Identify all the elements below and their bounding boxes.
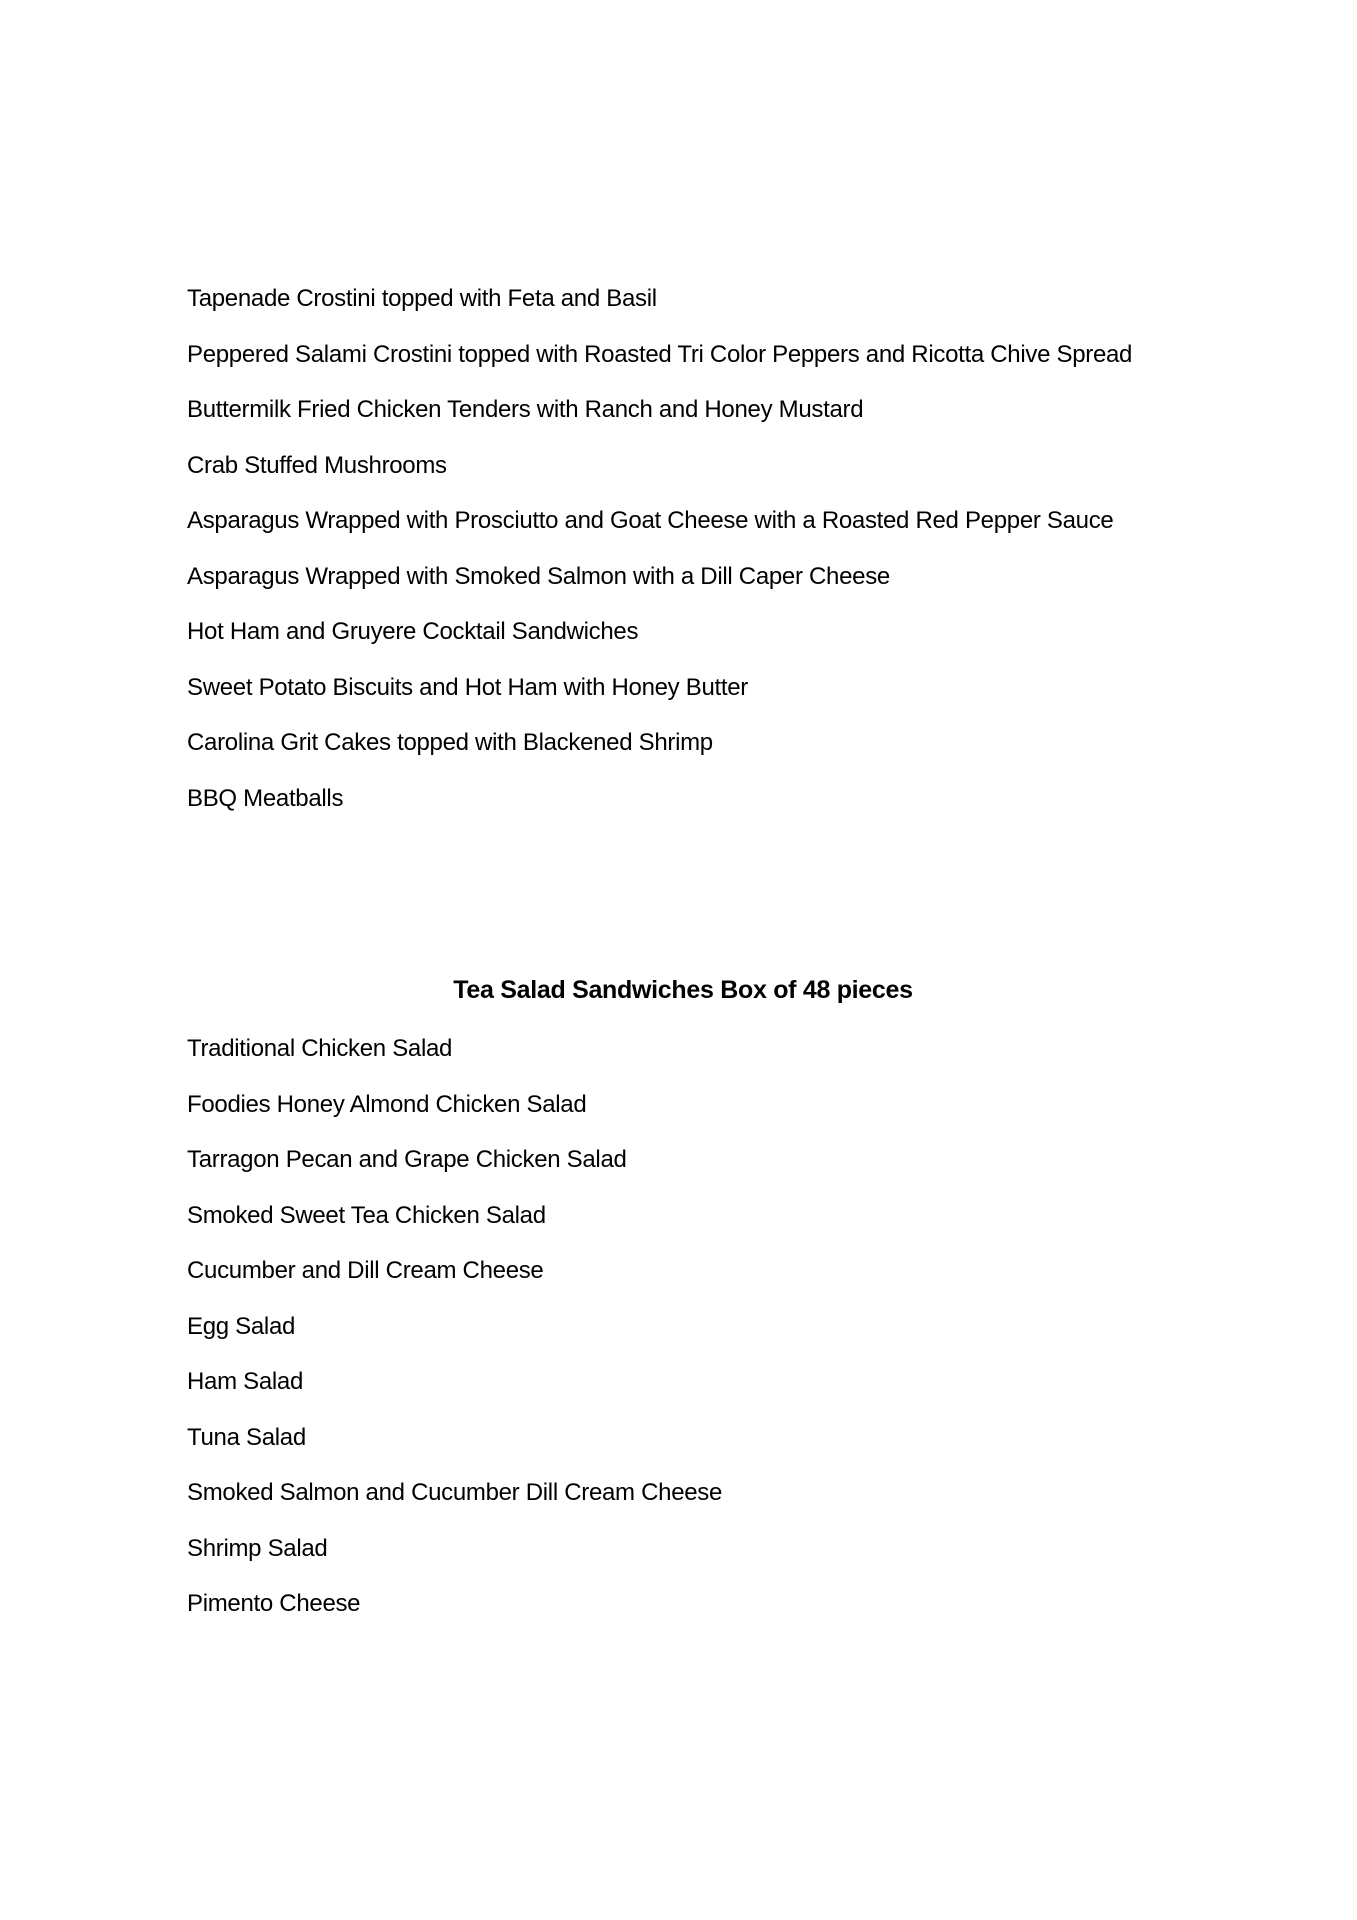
menu-item: Smoked Sweet Tea Chicken Salad bbox=[187, 1201, 546, 1229]
menu-item: Asparagus Wrapped with Smoked Salmon with a Dill Caper Cheese bbox=[187, 562, 890, 590]
menu-item: Asparagus Wrapped with Prosciutto and Goat Cheese with a Roasted Red Pepper Sauce bbox=[187, 507, 1114, 534]
menu-item: Ham Salad bbox=[187, 1368, 304, 1395]
menu-item: Tuna Salad bbox=[187, 1423, 306, 1451]
menu-item: BBQ Meatballs bbox=[187, 784, 344, 812]
menu-item: Crab Stuffed Mushrooms bbox=[187, 451, 447, 479]
menu-item: Hot Ham and Gruyere Cocktail Sandwiches bbox=[187, 618, 639, 645]
menu-item: Buttermilk Fried Chicken Tenders with Ranch and Honey Mustard bbox=[187, 396, 864, 423]
menu-item: Shrimp Salad bbox=[187, 1534, 328, 1562]
menu-item: Smoked Salmon and Cucumber Dill Cream Cheese bbox=[187, 1479, 723, 1506]
menu-item: Cucumber and Dill Cream Cheese bbox=[187, 1257, 544, 1284]
menu-item: Foodies Honey Almond Chicken Salad bbox=[187, 1090, 587, 1118]
menu-item: Egg Salad bbox=[187, 1312, 296, 1340]
menu-item: Tapenade Crostini topped with Feta and Basil bbox=[187, 285, 657, 312]
menu-item: Pimento Cheese bbox=[187, 1590, 361, 1617]
menu-item: Peppered Salami Crostini topped with Roasted Tri Color Peppers and Ricotta Chive Spread bbox=[187, 340, 1133, 368]
menu-item: Traditional Chicken Salad bbox=[187, 1035, 453, 1062]
hors-doeuvres-list bbox=[187, 280, 1187, 835]
menu-item: Carolina Grit Cakes topped with Blackened Shrimp bbox=[187, 729, 713, 756]
tea-sandwiches-list bbox=[187, 1030, 1187, 1641]
menu-item: Sweet Potato Biscuits and Hot Ham with Honey Butter bbox=[187, 673, 748, 701]
section-heading: Tea Salad Sandwiches Box of 48 pieces bbox=[453, 976, 913, 1004]
menu-item: Tarragon Pecan and Grape Chicken Salad bbox=[187, 1146, 627, 1173]
